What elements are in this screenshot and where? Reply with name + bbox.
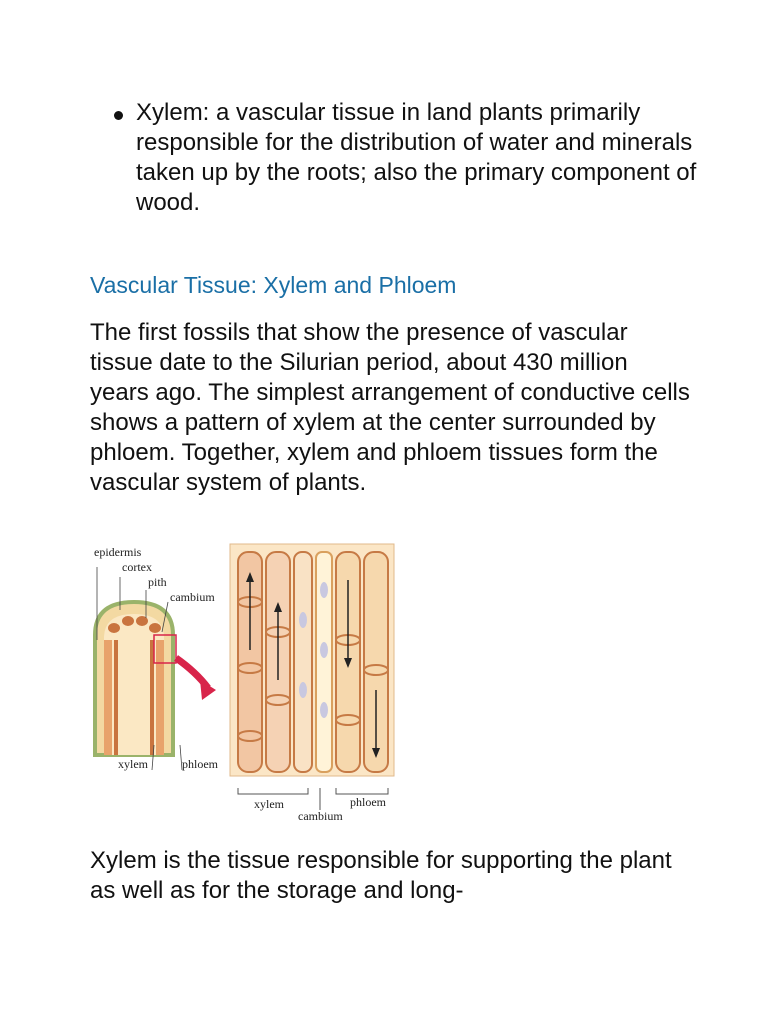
bullet-item: [108, 98, 708, 218]
label-pith: pith: [148, 575, 167, 589]
vascular-tissue-figure: [90, 540, 396, 830]
section-heading: Vascular Tissue: Xylem and Phloem: [90, 272, 457, 298]
body-paragraph: The first fossils that show the presence of vascular tissue date to the Silurian period, about 430 million years ago. The simplest arrangement of conductive cells shows a pattern of xylem at the center surrounded by phloem. Together, xylem and phloem tissues form the vascular system of plants.: [90, 319, 690, 496]
label-phloem-bottom: phloem: [350, 795, 386, 809]
label-epidermis: epidermis: [94, 545, 142, 559]
closing-paragraph: Xylem is the tissue responsible for supporting the plant as well as for the storage and long-: [90, 847, 672, 904]
label-xylem-bottom: xylem: [254, 797, 284, 811]
label-phloem-left: phloem: [182, 757, 218, 771]
label-cortex: cortex: [122, 560, 152, 574]
bullet-dot: [114, 111, 123, 120]
vascular-tissue-illustration: [90, 540, 396, 830]
label-xylem-left: xylem: [118, 757, 148, 771]
bullet-text: Xylem: a vascular tissue in land plants primarily responsible for the distribution of water and minerals taken up by the roots; also the primary component of wood.: [136, 99, 697, 216]
label-cambium: cambium: [170, 590, 215, 604]
tissue-detail: [230, 544, 394, 810]
label-cambium-bottom: cambium: [298, 809, 343, 823]
